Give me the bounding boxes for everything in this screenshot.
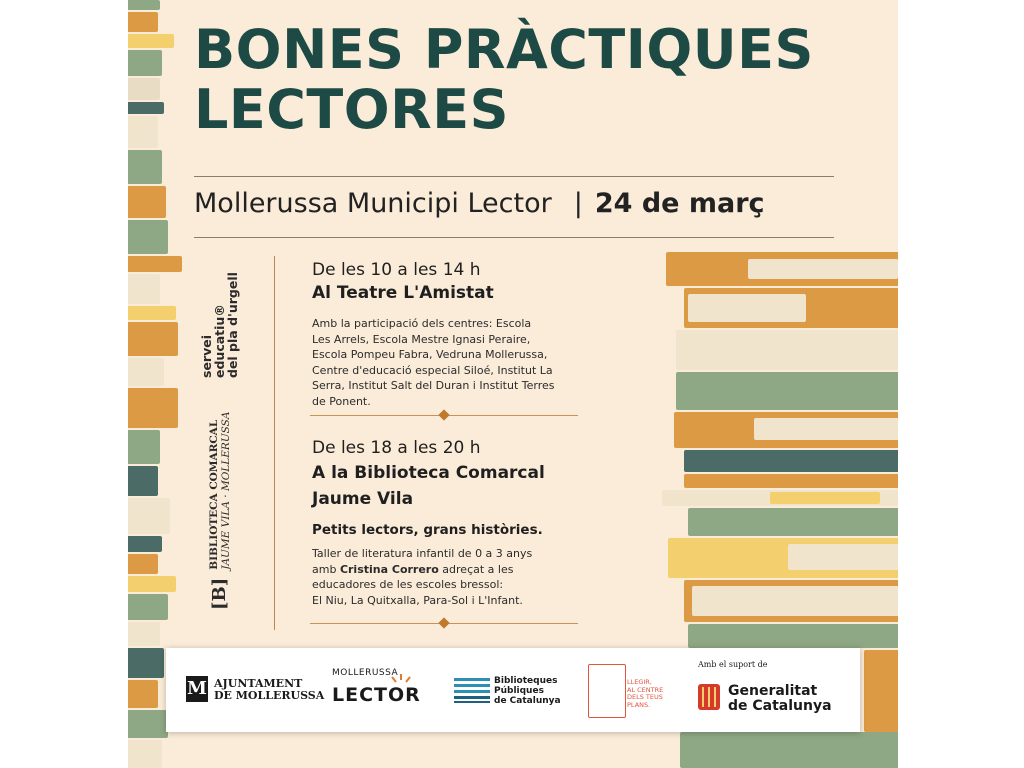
divider-diamond-icon xyxy=(438,409,449,420)
event2-line: Taller de literatura infantil de 0 a 3 anys xyxy=(312,547,533,560)
event1-line: Les Arrels, Escola Mestre Ignasi Peraire, xyxy=(312,332,531,346)
llegir-line-1: LLEGIR, xyxy=(627,678,652,686)
llegir-line-3: DELS TEUS xyxy=(627,693,663,701)
title-line-1: BONES PRÀCTIQUES xyxy=(194,18,814,81)
lector-top-text: MOLLERUSSA xyxy=(332,668,399,678)
event2-description xyxy=(312,546,592,608)
event2-place-line-1: A la Biblioteca Comarcal xyxy=(312,463,545,483)
event2-line: educadores de les escoles bressol: xyxy=(312,578,504,591)
poster xyxy=(128,0,898,768)
event2-place xyxy=(312,460,545,512)
vertical-divider xyxy=(274,256,275,630)
generalitat-logo xyxy=(698,660,848,722)
event2-line: El Niu, La Quitxalla, Para-Sol i L'Infant. xyxy=(312,593,523,607)
generalitat-line-2: de Catalunya xyxy=(728,698,832,714)
servei-educatiu-logo xyxy=(200,272,239,378)
subtitle-separator: | xyxy=(573,188,583,219)
llegir-line-4: PLANS. xyxy=(627,700,651,709)
sponsor-footer xyxy=(166,648,860,732)
event2-line-name xyxy=(312,562,592,578)
title-line-2: LECTORES xyxy=(194,78,510,141)
event1-line: de Ponent. xyxy=(312,394,371,408)
lector-main-text: LECTOR xyxy=(332,684,421,706)
event1-description xyxy=(312,316,592,409)
mollerussa-lector-logo xyxy=(332,668,442,712)
event2-time: De les 18 a les 20 h xyxy=(312,438,481,458)
servei-line-3: del pla d'urgell xyxy=(225,272,240,378)
servei-line-1: servei xyxy=(199,335,214,378)
servei-line-2: educatiu® xyxy=(212,304,227,378)
subtitle-place: Mollerussa Municipi Lector xyxy=(194,188,552,219)
biblioteca-comarcal-logo xyxy=(208,412,232,610)
divider-diamond-icon xyxy=(438,617,449,628)
biblioteques-line-1: Biblioteques xyxy=(494,676,558,686)
event2-line-prefix: amb xyxy=(312,562,340,576)
biblioteques-line-2: Públiques xyxy=(494,686,544,696)
senyera-icon xyxy=(698,684,720,710)
biblioteca-line-2: JAUME VILA · MOLLERUSSA xyxy=(220,411,232,570)
event2-line-suffix: adreçat a les xyxy=(438,562,514,576)
event1-line: Serra, Institut Salt del Duran i Institut Terres xyxy=(312,379,555,392)
biblioteca-line-1: BIBLIOTECA COMARCAL xyxy=(208,419,220,570)
subtitle xyxy=(194,188,834,219)
event1-time: De les 10 a les 14 h xyxy=(312,260,481,280)
ajuntament-line-1: AJUNTAMENT xyxy=(214,677,303,690)
ajuntament-mark-icon: M xyxy=(186,676,208,702)
event1-line: Centre d'educació especial Siloé, Institut La xyxy=(312,363,553,377)
workshop-leader-name: Cristina Correro xyxy=(339,562,439,576)
event-date: 24 de març xyxy=(594,188,765,219)
event1-line: Amb la participació dels centres: Escola xyxy=(312,317,532,330)
suport-text: Amb el suport de xyxy=(698,660,768,669)
event2-headline: Petits lectors, grans històries. xyxy=(312,522,543,538)
generalitat-line-1: Generalitat xyxy=(728,683,818,699)
event1-place: Al Teatre L'Amistat xyxy=(312,283,494,303)
sun-icon xyxy=(388,672,414,688)
biblioteques-line-3: de Catalunya xyxy=(494,696,561,706)
ajuntament-line-2: DE MOLLERUSSA xyxy=(214,689,325,702)
page-title xyxy=(194,20,814,140)
biblioteca-mark: [B] xyxy=(209,577,230,610)
subtitle-top-rule xyxy=(194,176,834,177)
event1-line: Escola Pompeu Fabra, Vedruna Mollerussa, xyxy=(312,348,548,361)
llegir-campaign-logo xyxy=(588,664,664,718)
books-stripes-icon xyxy=(454,676,490,704)
subtitle-bottom-rule xyxy=(194,237,834,238)
event2-place-line-2: Jaume Vila xyxy=(312,489,414,509)
llegir-line-2: AL CENTRE xyxy=(627,685,664,694)
